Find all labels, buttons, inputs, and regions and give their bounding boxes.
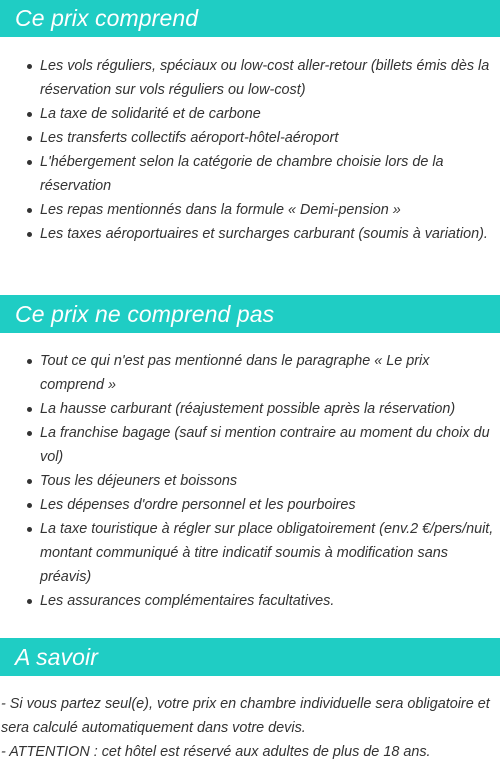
list-item-text: L'hébergement selon la catégorie de chambre choisie lors de la réservation bbox=[40, 154, 444, 194]
list-item-text: Les dépenses d'ordre personnel et les pourboires bbox=[40, 497, 356, 513]
bullet-icon bbox=[27, 64, 32, 69]
list-item-text: Les repas mentionnés dans la formule « Demi-pension » bbox=[40, 202, 401, 218]
list-item bbox=[40, 349, 496, 397]
list-item bbox=[40, 493, 496, 517]
bullet-icon bbox=[27, 112, 32, 117]
bullet-icon bbox=[27, 503, 32, 508]
bullet-icon bbox=[27, 160, 32, 165]
bullet-icon bbox=[27, 431, 32, 436]
bullet-icon bbox=[27, 599, 32, 604]
list-item-text: Les transferts collectifs aéroport-hôtel-aéroport bbox=[40, 130, 339, 146]
list-item bbox=[40, 517, 496, 589]
note-adults-only: - ATTENTION : cet hôtel est réservé aux adultes de plus de 18 ans. bbox=[1, 744, 431, 760]
list-item bbox=[40, 421, 496, 469]
list-item-text: Les taxes aéroportuaires et surcharges carburant (soumis à variation). bbox=[40, 226, 488, 242]
list-item bbox=[40, 589, 496, 613]
list-item-text: La taxe de solidarité et de carbone bbox=[40, 106, 261, 122]
list-item-text: La franchise bagage (sauf si mention contraire au moment du choix du vol) bbox=[40, 425, 490, 465]
list-item bbox=[40, 54, 496, 102]
bullet-icon bbox=[27, 136, 32, 141]
list-item-text: Tout ce qui n'est pas mentionné dans le paragraphe « Le prix comprend » bbox=[40, 353, 430, 393]
bullet-icon bbox=[27, 407, 32, 412]
section-title-included: Ce prix comprend bbox=[0, 0, 500, 37]
list-item-text: Tous les déjeuners et boissons bbox=[40, 473, 238, 489]
bullet-icon bbox=[27, 208, 32, 213]
section-title-good-to-know: A savoir bbox=[0, 638, 500, 676]
bullet-icon bbox=[27, 359, 32, 364]
list-item bbox=[40, 150, 496, 198]
good-to-know-notes bbox=[0, 692, 500, 764]
bullet-icon bbox=[27, 232, 32, 237]
list-item bbox=[40, 102, 496, 126]
list-item-text: Les assurances complémentaires facultatives. bbox=[40, 593, 335, 609]
list-item-text: Les vols réguliers, spéciaux ou low-cost aller-retour (billets émis dès la réservation sur vols réguliers ou low-cost) bbox=[40, 58, 490, 98]
list-item bbox=[40, 126, 496, 150]
bullet-icon bbox=[27, 479, 32, 484]
bullet-icon bbox=[27, 527, 32, 532]
list-item bbox=[40, 222, 496, 246]
included-list bbox=[0, 54, 500, 246]
list-item-text: La hausse carburant (réajustement possible après la réservation) bbox=[40, 401, 456, 417]
list-item bbox=[40, 469, 496, 493]
note-single-traveler: - Si vous partez seul(e), votre prix en chambre individuelle sera obligatoire et sera calculé automatiquement dans votre devis. bbox=[1, 696, 490, 736]
list-item bbox=[40, 397, 496, 421]
not-included-list bbox=[0, 349, 500, 613]
list-item-text: La taxe touristique à régler sur place obligatoirement (env.2 €/pers/nuit, montant communiqué à titre indicatif soumis à modification sans préavis) bbox=[40, 521, 494, 585]
section-title-not-included: Ce prix ne comprend pas bbox=[0, 295, 500, 333]
list-item bbox=[40, 198, 496, 222]
